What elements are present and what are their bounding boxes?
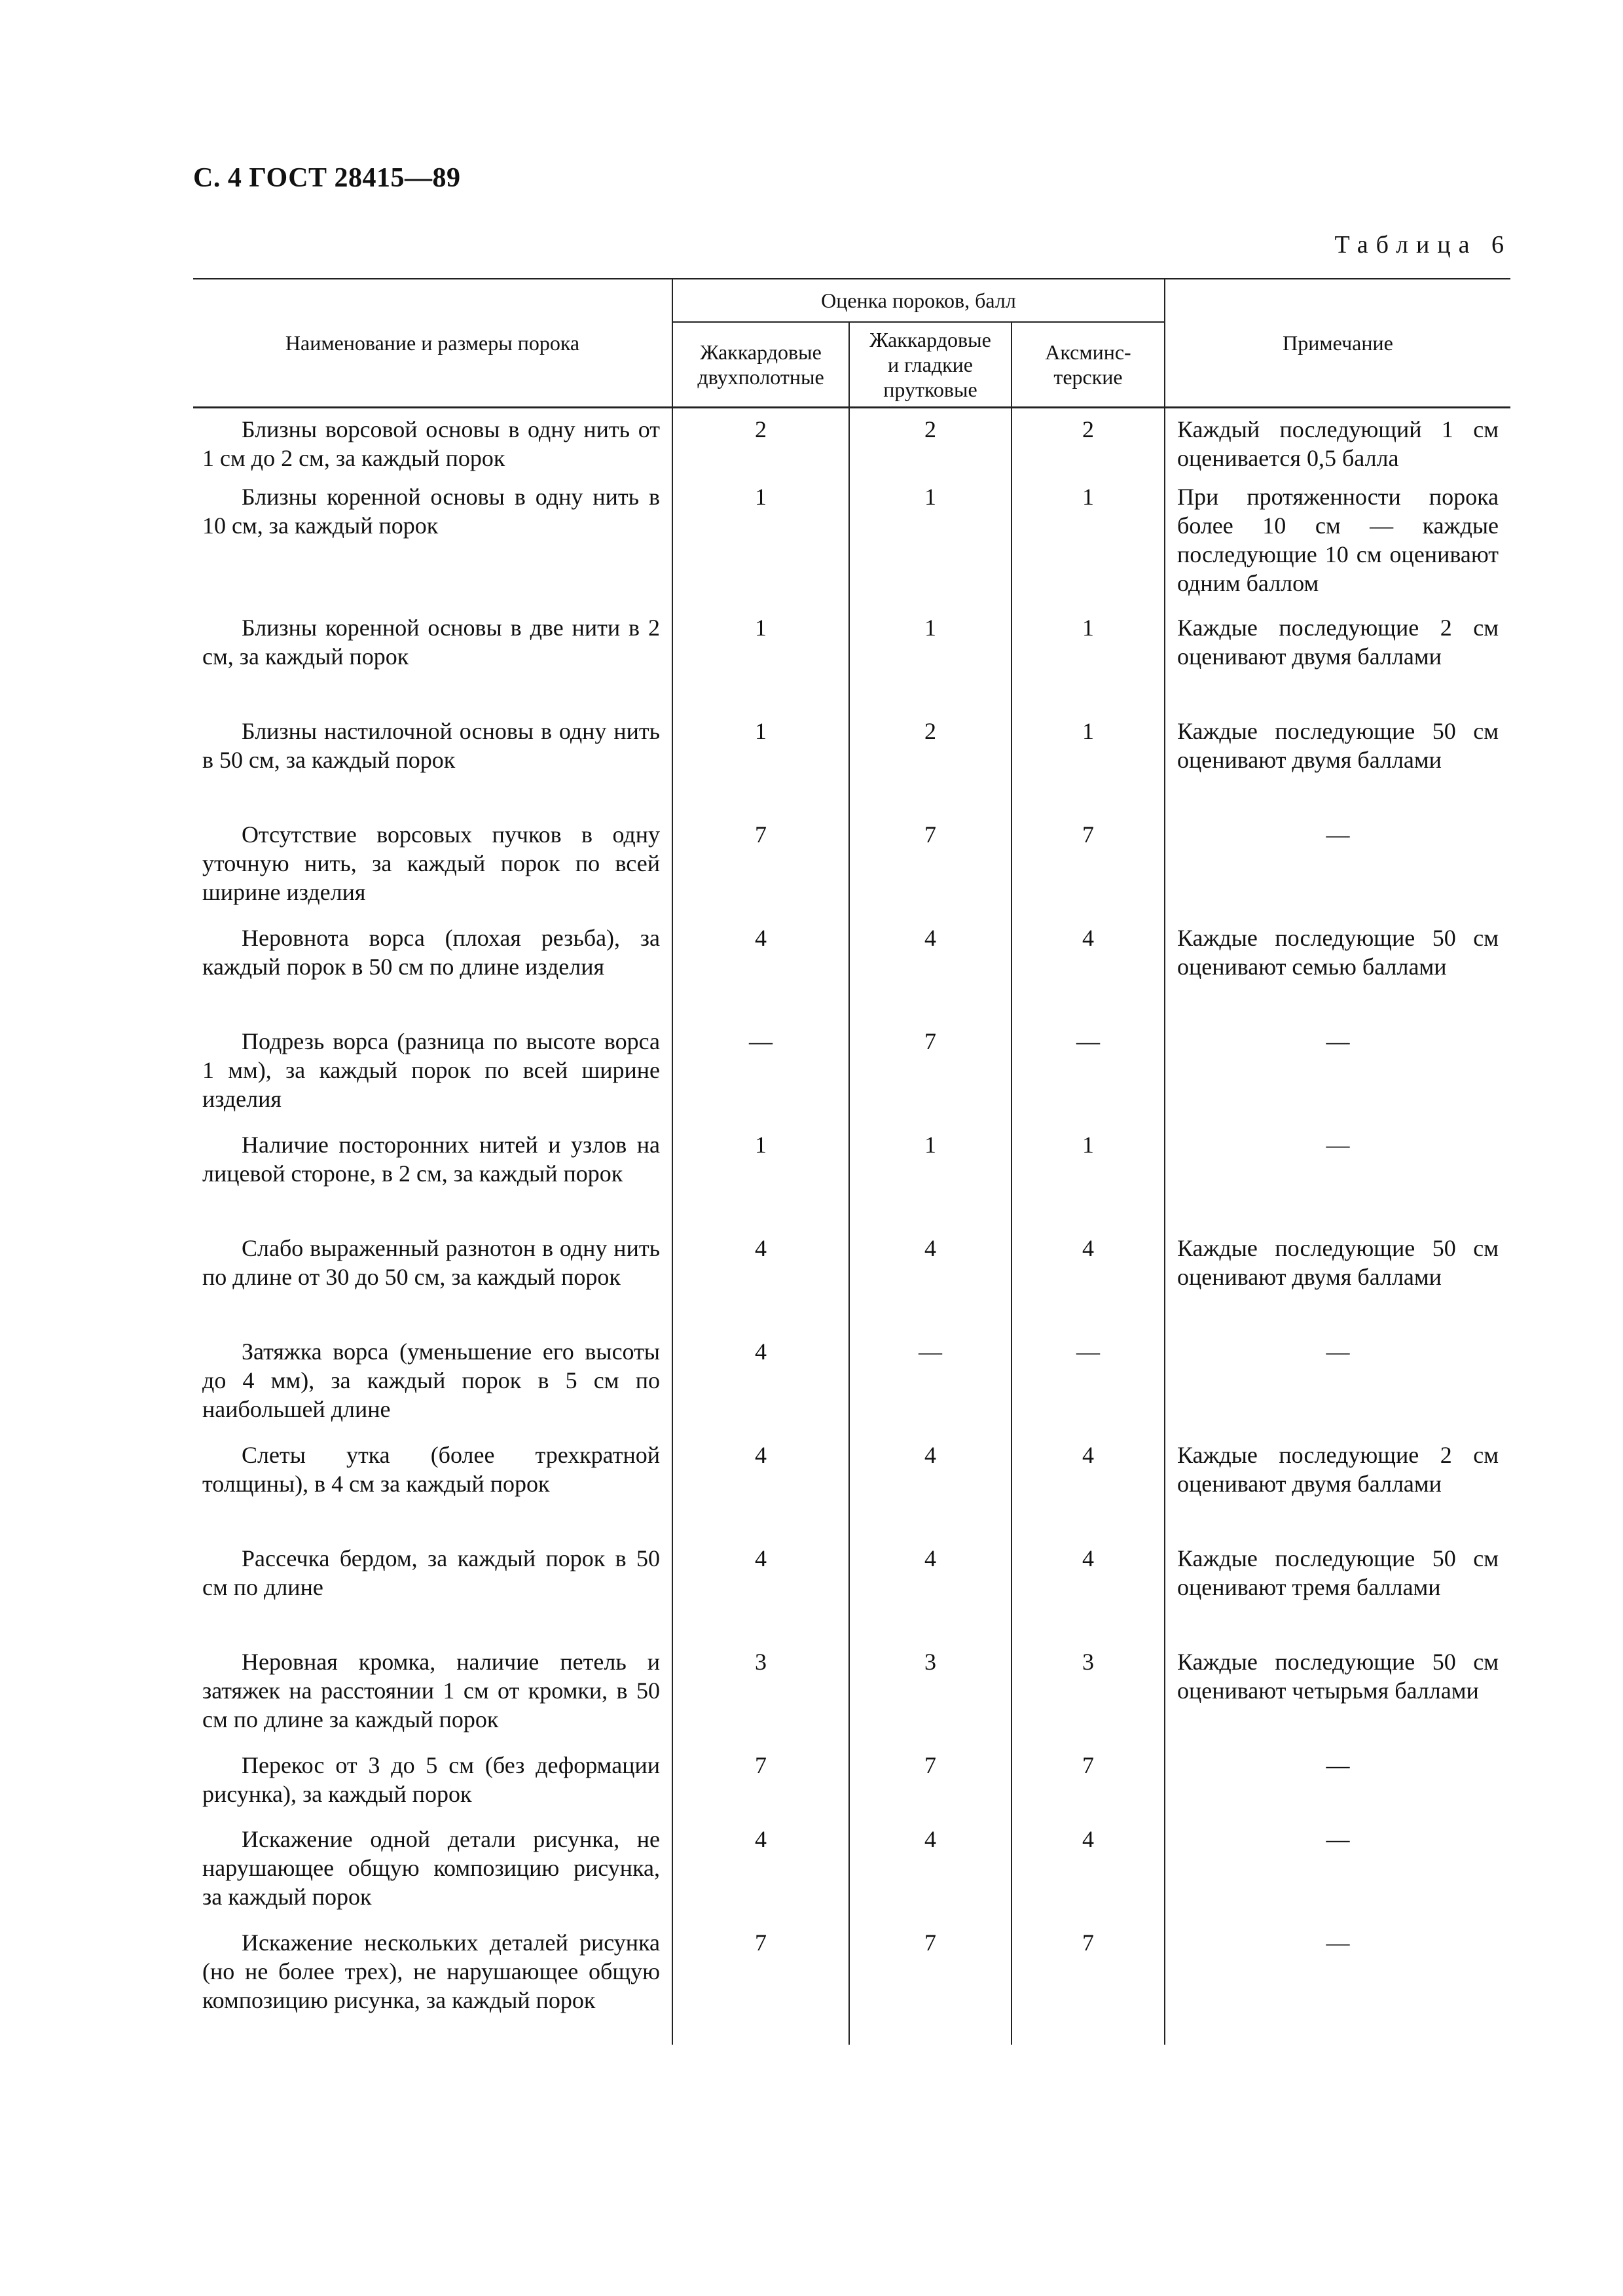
header-note: Примечание bbox=[1165, 279, 1510, 408]
score-jacquard-smooth-cell: 2 bbox=[849, 710, 1012, 814]
score-jacquard-smooth-cell: 7 bbox=[849, 814, 1012, 917]
defect-name-cell: Слеты утка (более трехкратной толщины), в 4 см за каждый порок bbox=[202, 1441, 660, 1497]
score-jacquard-smooth-cell: 2 bbox=[849, 408, 1012, 476]
table-row bbox=[193, 1124, 1510, 1227]
table-row bbox=[193, 1020, 1510, 1124]
defect-name-cell: Близны коренной основы в две нити в 2 см, за каждый порок bbox=[202, 614, 660, 670]
defect-name-cell: Наличие посторонних нитей и узлов на лицевой стороне, в 2 см, за каждый порок bbox=[202, 1131, 660, 1187]
defect-name-cell: Близны ворсовой основы в одну нить от 1 см до 2 см, за каждый порок bbox=[202, 416, 660, 471]
table-caption: Таблица 6 bbox=[1334, 231, 1512, 259]
score-axminster-cell: 4 bbox=[1012, 1227, 1165, 1331]
header-jacquard-smooth: Жаккардовые и гладкие прутковые bbox=[849, 322, 1012, 408]
note-cell: Каждые последующие 50 см оценивают семью баллами bbox=[1165, 917, 1510, 1020]
defect-name-cell: Неровная кромка, наличие петель и затяжек на расстоянии 1 см от кромки, в 50 см по длине за каждый порок bbox=[202, 1648, 660, 1732]
defect-name-cell: Неровнота ворса (плохая резьба), за каждый порок в 50 см по длине изделия bbox=[202, 924, 660, 980]
score-jacquard-double-cell: 1 bbox=[672, 710, 849, 814]
note-cell: Каждые последующие 50 см оценивают тремя баллами bbox=[1165, 1537, 1510, 1641]
score-jacquard-smooth-cell: 4 bbox=[849, 1434, 1012, 1537]
score-jacquard-smooth-cell: 4 bbox=[849, 1227, 1012, 1331]
score-jacquard-double-cell: 3 bbox=[672, 1641, 849, 1744]
table-row bbox=[193, 1537, 1510, 1641]
score-axminster-cell: — bbox=[1012, 1020, 1165, 1124]
score-jacquard-smooth-cell: 7 bbox=[849, 1744, 1012, 1818]
table-row bbox=[193, 607, 1510, 710]
score-axminster-cell: 1 bbox=[1012, 710, 1165, 814]
score-jacquard-double-cell: 1 bbox=[672, 476, 849, 607]
score-jacquard-double-cell: 7 bbox=[672, 1744, 849, 1818]
note-cell: Каждые последующие 50 см оценивают четырьмя баллами bbox=[1165, 1641, 1510, 1744]
note-cell: — bbox=[1165, 1124, 1510, 1227]
score-jacquard-smooth-cell: 3 bbox=[849, 1641, 1012, 1744]
score-jacquard-smooth-cell: 7 bbox=[849, 1020, 1012, 1124]
table-row bbox=[193, 814, 1510, 917]
score-axminster-cell: 1 bbox=[1012, 607, 1165, 710]
defect-name-cell: Перекос от 3 до 5 см (без деформации рисунка), за каждый порок bbox=[202, 1751, 660, 1807]
header-score-group: Оценка пороков, балл bbox=[672, 279, 1165, 322]
note-cell: Каждый последующий 1 см оценивается 0,5 балла bbox=[1165, 408, 1510, 476]
score-jacquard-smooth-cell: — bbox=[849, 1331, 1012, 1434]
score-axminster-cell: 4 bbox=[1012, 1818, 1165, 1922]
defects-table bbox=[193, 278, 1510, 2045]
note-cell: — bbox=[1165, 1020, 1510, 1124]
note-cell: — bbox=[1165, 1331, 1510, 1434]
score-jacquard-smooth-cell: 1 bbox=[849, 607, 1012, 710]
table-row bbox=[193, 1227, 1510, 1331]
header-defect-name: Наименование и размеры порока bbox=[193, 279, 672, 408]
score-axminster-cell: 4 bbox=[1012, 1537, 1165, 1641]
table-row bbox=[193, 710, 1510, 814]
header-axminster: Аксминс- терские bbox=[1012, 322, 1165, 408]
score-jacquard-double-cell: 4 bbox=[672, 1537, 849, 1641]
table-row bbox=[193, 1641, 1510, 1744]
score-jacquard-double-cell: — bbox=[672, 1020, 849, 1124]
score-jacquard-double-cell: 4 bbox=[672, 1434, 849, 1537]
score-jacquard-smooth-cell: 7 bbox=[849, 1922, 1012, 2045]
table-row bbox=[193, 1922, 1510, 2045]
table-row bbox=[193, 1434, 1510, 1537]
note-cell: — bbox=[1165, 814, 1510, 917]
defect-name-cell: Подрезь ворса (разница по высоте ворса 1 мм), за каждый порок по всей ширине изделия bbox=[202, 1028, 660, 1112]
score-axminster-cell: 1 bbox=[1012, 476, 1165, 607]
score-jacquard-double-cell: 4 bbox=[672, 917, 849, 1020]
header-jacquard-double: Жаккардовые двухполотные bbox=[672, 322, 849, 408]
defect-name-cell: Искажение нескольких деталей рисунка (но не более трех), не нарушающее общую композицию рисунка, за каждый порок bbox=[202, 1929, 660, 2013]
note-cell: — bbox=[1165, 1744, 1510, 1818]
note-cell: Каждые последующие 2 см оценивают двумя баллами bbox=[1165, 607, 1510, 710]
note-cell: При протяженности порока более 10 см — каждые последующие 10 см оценивают одним баллом bbox=[1165, 476, 1510, 607]
score-jacquard-double-cell: 4 bbox=[672, 1331, 849, 1434]
score-axminster-cell: 3 bbox=[1012, 1641, 1165, 1744]
defect-name-cell: Слабо выраженный разнотон в одну нить по длине от 30 до 50 см, за каждый порок bbox=[202, 1234, 660, 1290]
score-jacquard-smooth-cell: 4 bbox=[849, 1818, 1012, 1922]
defect-name-cell: Рассечка бердом, за каждый порок в 50 см по длине bbox=[202, 1545, 660, 1600]
defect-name-cell: Близны коренной основы в одну нить в 10 см, за каждый порок bbox=[202, 483, 660, 539]
score-jacquard-smooth-cell: 1 bbox=[849, 1124, 1012, 1227]
defects-table-container bbox=[193, 278, 1510, 2045]
score-jacquard-smooth-cell: 1 bbox=[849, 476, 1012, 607]
note-cell: — bbox=[1165, 1818, 1510, 1922]
score-axminster-cell: 7 bbox=[1012, 1922, 1165, 2045]
score-axminster-cell: 4 bbox=[1012, 917, 1165, 1020]
score-axminster-cell: 1 bbox=[1012, 1124, 1165, 1227]
page-header: С. 4 ГОСТ 28415—89 bbox=[193, 163, 461, 193]
score-axminster-cell: 7 bbox=[1012, 814, 1165, 917]
score-jacquard-double-cell: 7 bbox=[672, 814, 849, 917]
score-jacquard-double-cell: 7 bbox=[672, 1922, 849, 2045]
defect-name-cell: Близны настилочной основы в одну нить в 50 см, за каждый порок bbox=[202, 717, 660, 773]
table-row bbox=[193, 1818, 1510, 1922]
table-row bbox=[193, 476, 1510, 607]
table-row bbox=[193, 1744, 1510, 1818]
defect-name-cell: Искажение одной детали рисунка, не нарушающее общую композицию рисунка, за каждый порок bbox=[202, 1825, 660, 1910]
score-jacquard-double-cell: 4 bbox=[672, 1818, 849, 1922]
score-jacquard-smooth-cell: 4 bbox=[849, 917, 1012, 1020]
note-cell: Каждые последующие 2 см оценивают двумя баллами bbox=[1165, 1434, 1510, 1537]
defect-name-cell: Отсутствие ворсовых пучков в одну уточную нить, за каждый порок по всей ширине изделия bbox=[202, 821, 660, 905]
score-axminster-cell: 2 bbox=[1012, 408, 1165, 476]
score-jacquard-double-cell: 1 bbox=[672, 607, 849, 710]
score-axminster-cell: 7 bbox=[1012, 1744, 1165, 1818]
score-axminster-cell: 4 bbox=[1012, 1434, 1165, 1537]
note-cell: — bbox=[1165, 1922, 1510, 2045]
table-row bbox=[193, 1331, 1510, 1434]
defect-name-cell: Затяжка ворса (уменьшение его высоты до 4 мм), за каждый порок в 5 см по наибольшей длине bbox=[202, 1338, 660, 1422]
score-jacquard-double-cell: 2 bbox=[672, 408, 849, 476]
score-jacquard-double-cell: 4 bbox=[672, 1227, 849, 1331]
score-jacquard-double-cell: 1 bbox=[672, 1124, 849, 1227]
table-row bbox=[193, 917, 1510, 1020]
score-axminster-cell: — bbox=[1012, 1331, 1165, 1434]
score-jacquard-smooth-cell: 4 bbox=[849, 1537, 1012, 1641]
note-cell: Каждые последующие 50 см оценивают двумя баллами bbox=[1165, 710, 1510, 814]
note-cell: Каждые последующие 50 см оценивают двумя баллами bbox=[1165, 1227, 1510, 1331]
table-row bbox=[193, 408, 1510, 476]
